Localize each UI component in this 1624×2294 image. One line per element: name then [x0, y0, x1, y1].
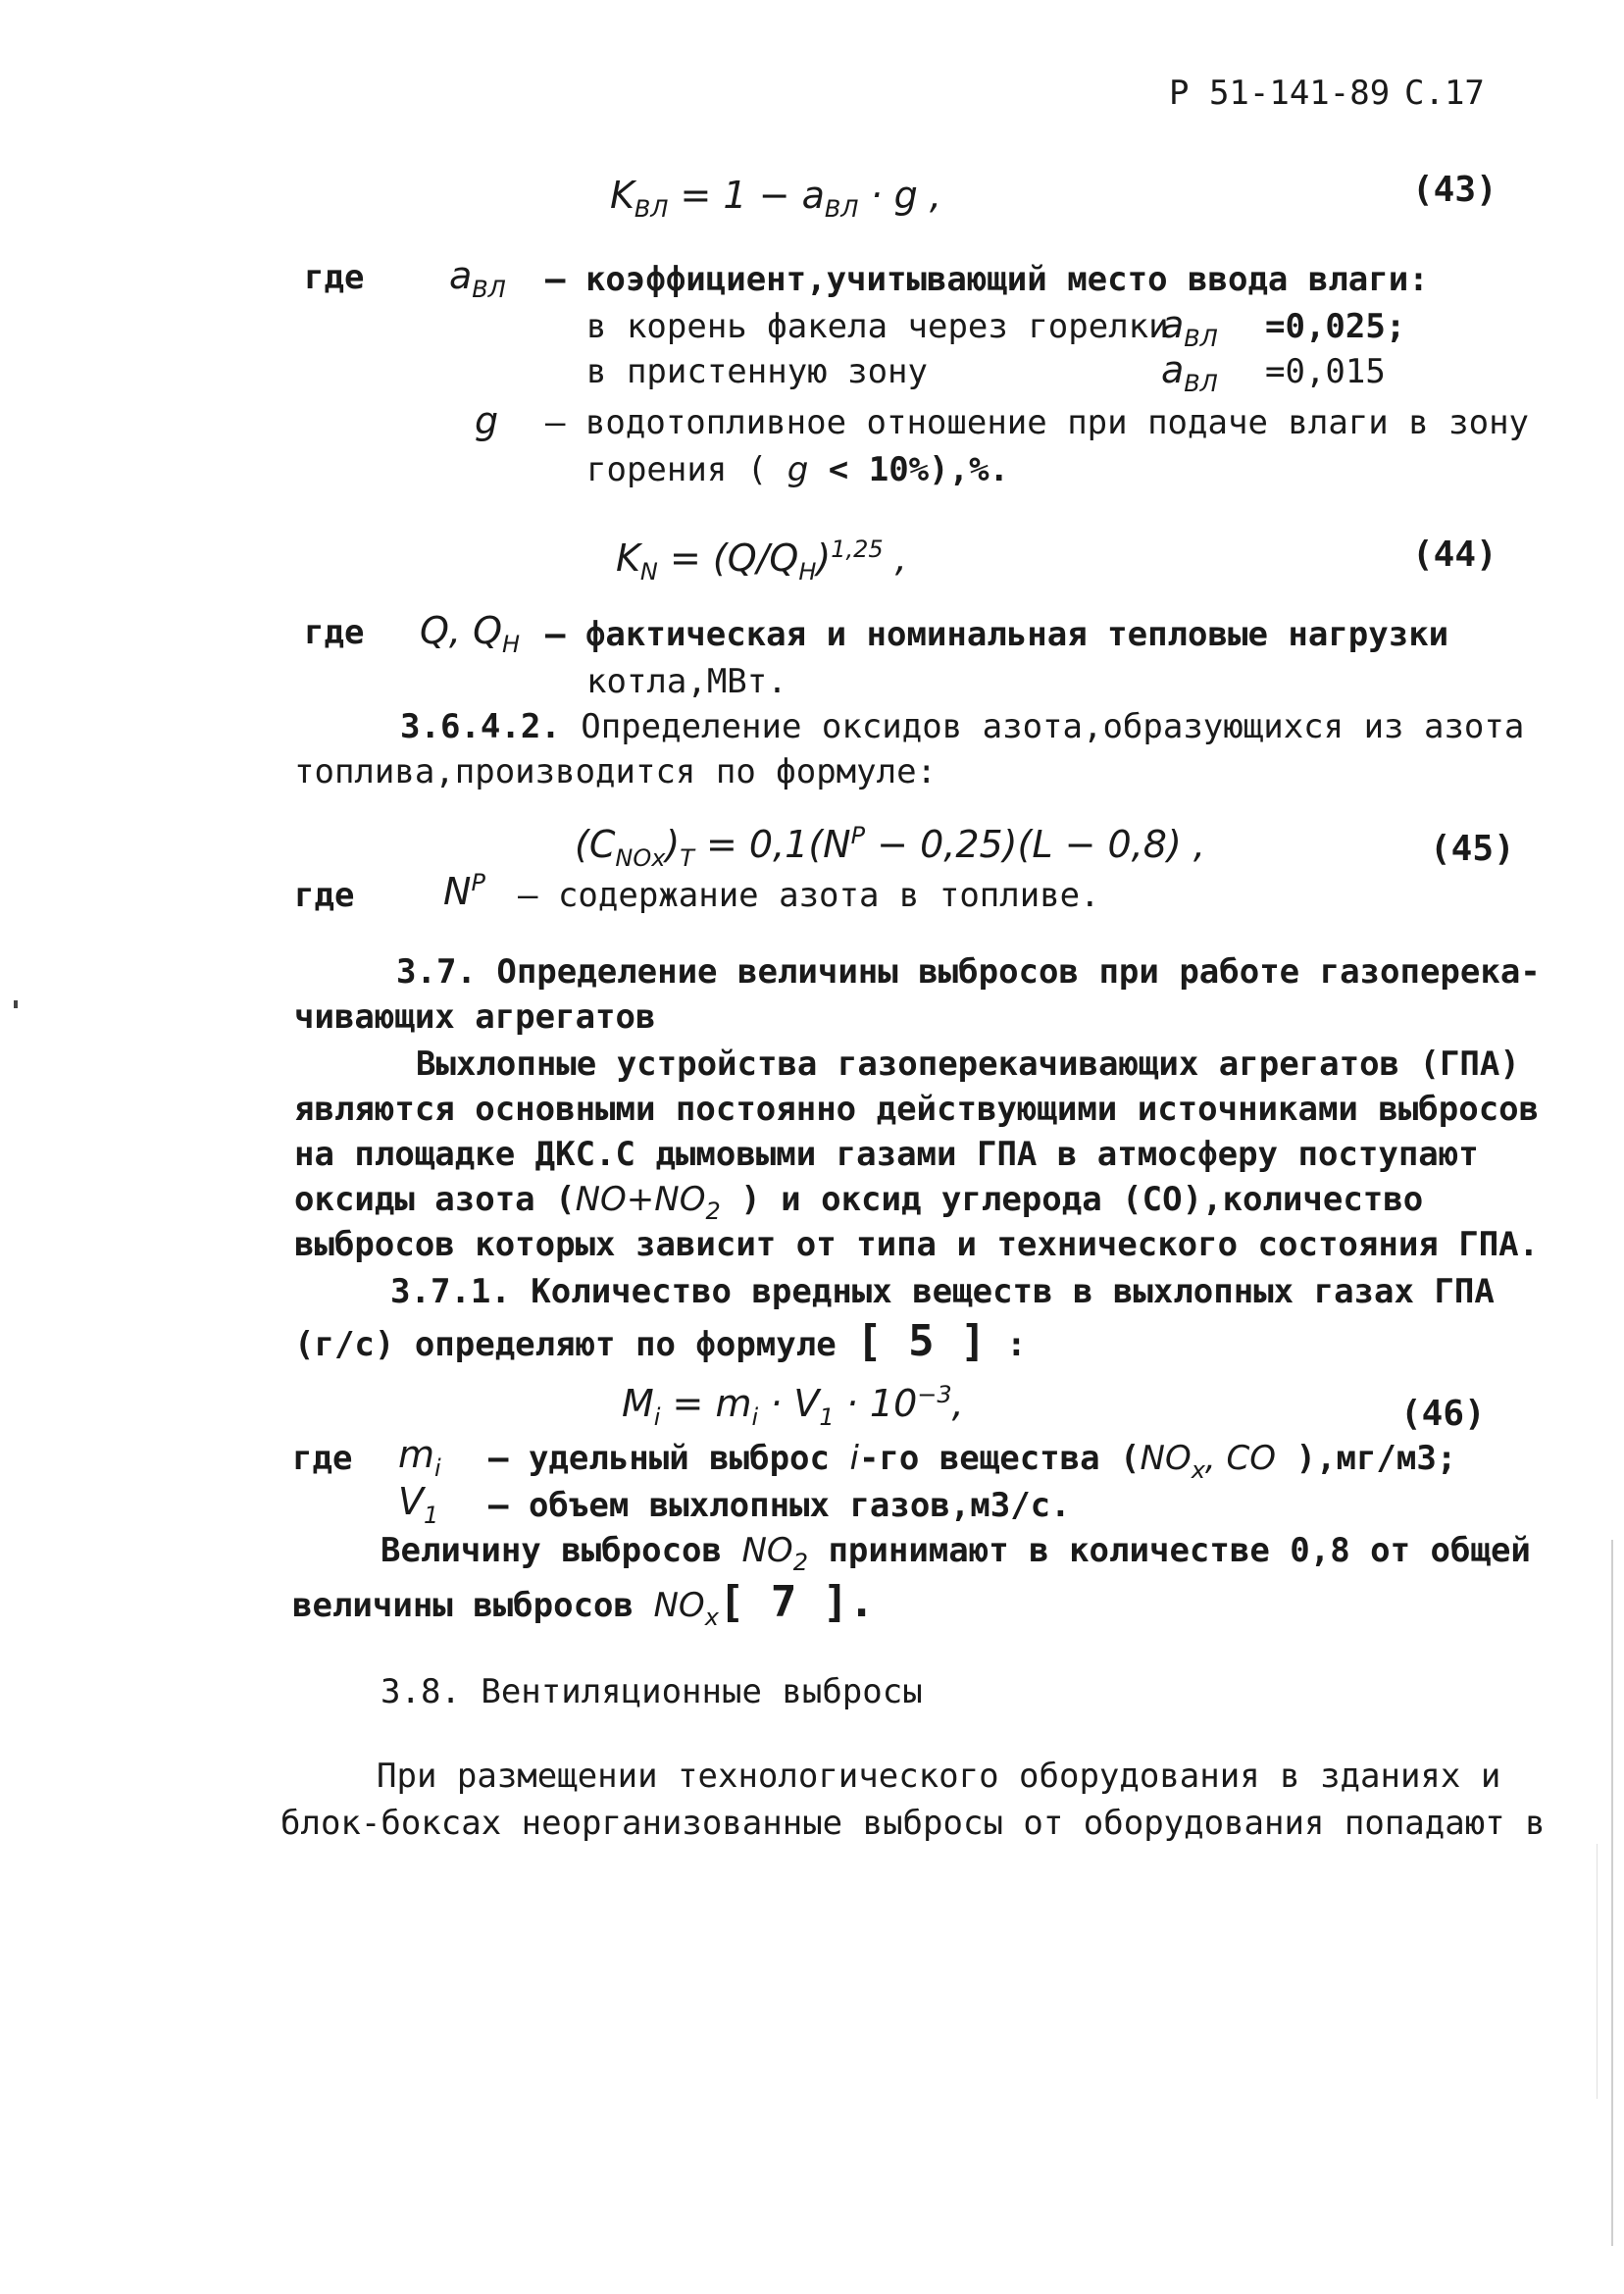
definition-text: – содержание азота в топливе.	[518, 876, 1100, 915]
paragraph-text: блок-боксах неорганизованные выбросы от оборудования попадают в	[280, 1804, 1546, 1843]
scan-edge-line	[1611, 1540, 1613, 2246]
paragraph-text: оксиды азота ($NO+NO_2$ ) и оксид углерода (CO),количество	[294, 1180, 1424, 1225]
definition-text: – коэффициент,учитывающий место ввода влаги:	[545, 260, 1429, 299]
definition-text: котла,МВт.	[586, 662, 787, 701]
paragraph-text: Выхлопные устройства газоперекачивающих агрегатов (ГПА)	[416, 1045, 1520, 1084]
scan-edge-line	[1597, 1844, 1598, 2099]
symbol-a-vl: $a_{ВЛ}$	[449, 254, 506, 303]
paragraph-text: Величину выбросов $NO_2$ принимают в количестве 0,8 от общей	[381, 1531, 1531, 1576]
paragraph-text: величины выбросов $NO_x$[ 7 ].	[292, 1577, 875, 1631]
formula-46: $M_i = m_i \cdot V_1 \cdot 10^{-3}$,	[622, 1381, 964, 1431]
paragraph-text: При размещении технологического оборудования в зданиях и	[377, 1757, 1501, 1796]
symbol-a-vl: $a_{ВЛ}$	[1161, 348, 1218, 397]
formula-43: $K_{ВЛ} = 1 - a_{ВЛ} \cdot g$ ,	[610, 174, 941, 223]
paragraph-3-6-4-2: 3.6.4.2. Определение оксидов азота,образующихся из азота	[400, 707, 1525, 746]
definition-text: – фактическая и номинальная тепловые нагрузки	[545, 615, 1449, 654]
symbol-q-qh: Q, $Q_H$	[420, 609, 521, 658]
symbol-mi: $m_i$	[398, 1433, 441, 1482]
reference-5: [ 5 ]	[856, 1316, 987, 1366]
paragraph-text: выбросов которых зависит от типа и технического состояния ГПА.	[294, 1225, 1540, 1264]
reference-7: [ 7 ].	[718, 1577, 875, 1627]
symbol-np: $N^P$	[443, 869, 485, 913]
definition-text: – удельный выброс i-го вещества ($NO_x$, CO ),мг/м3;	[488, 1439, 1457, 1484]
where-label: где	[304, 613, 365, 652]
paragraph-text: являются основными постоянно действующими источниками выбросов	[294, 1090, 1540, 1129]
coefficient-value: =0,015	[1265, 352, 1386, 391]
definition-text: – водотопливное отношение при подаче влаги в зону	[545, 403, 1530, 442]
definition-text: горения ( g < 10%),%.	[586, 450, 1010, 489]
equation-number-45: (45)	[1430, 829, 1515, 869]
symbol-v1: $V_1$	[398, 1480, 439, 1529]
symbol-g: g	[475, 399, 499, 442]
equation-number-46: (46)	[1400, 1394, 1486, 1434]
formula-44: $K_N = (Q/Q_H)^{1,25}$ ,	[616, 535, 907, 586]
section-heading-3-7: чивающих агрегатов	[294, 997, 656, 1037]
paragraph-3-7-1: 3.7.1. Количество вредных веществ в выхлопных газах ГПА	[390, 1272, 1495, 1311]
page-number: С.17	[1404, 74, 1485, 113]
where-label: где	[292, 1439, 353, 1478]
paragraph-text: на площадке ДКС.С дымовыми газами ГПА в атмосферу поступают	[294, 1135, 1479, 1174]
equation-number-43: (43)	[1412, 170, 1497, 210]
coefficient-value: =0,025;	[1265, 307, 1406, 346]
section-heading-3-8: 3.8. Вентиляционные выбросы	[381, 1672, 923, 1711]
equation-number-44: (44)	[1412, 535, 1497, 575]
section-heading-3-7: 3.7. Определение величины выбросов при работе газоперека-	[396, 952, 1541, 992]
symbol-a-vl: $a_{ВЛ}$	[1161, 303, 1218, 352]
definition-text: – объем выхлопных газов,м3/с.	[488, 1486, 1071, 1525]
document-code: Р 51-141-89	[1169, 74, 1391, 113]
where-label: где	[294, 876, 355, 915]
definition-text: в корень факела через горелки	[586, 307, 1169, 346]
scan-mark	[14, 1000, 18, 1008]
where-label: где	[304, 258, 365, 297]
formula-45: $(C_{NOx})_T = 0,1(N^P - 0,25)(L - 0,8)$ ,	[575, 822, 1205, 872]
definition-text: в пристенную зону	[586, 352, 928, 391]
paragraph-text: топлива,производится по формуле:	[294, 752, 938, 791]
paragraph-text: (г/с) определяют по формуле [ 5 ] :	[294, 1316, 1027, 1366]
